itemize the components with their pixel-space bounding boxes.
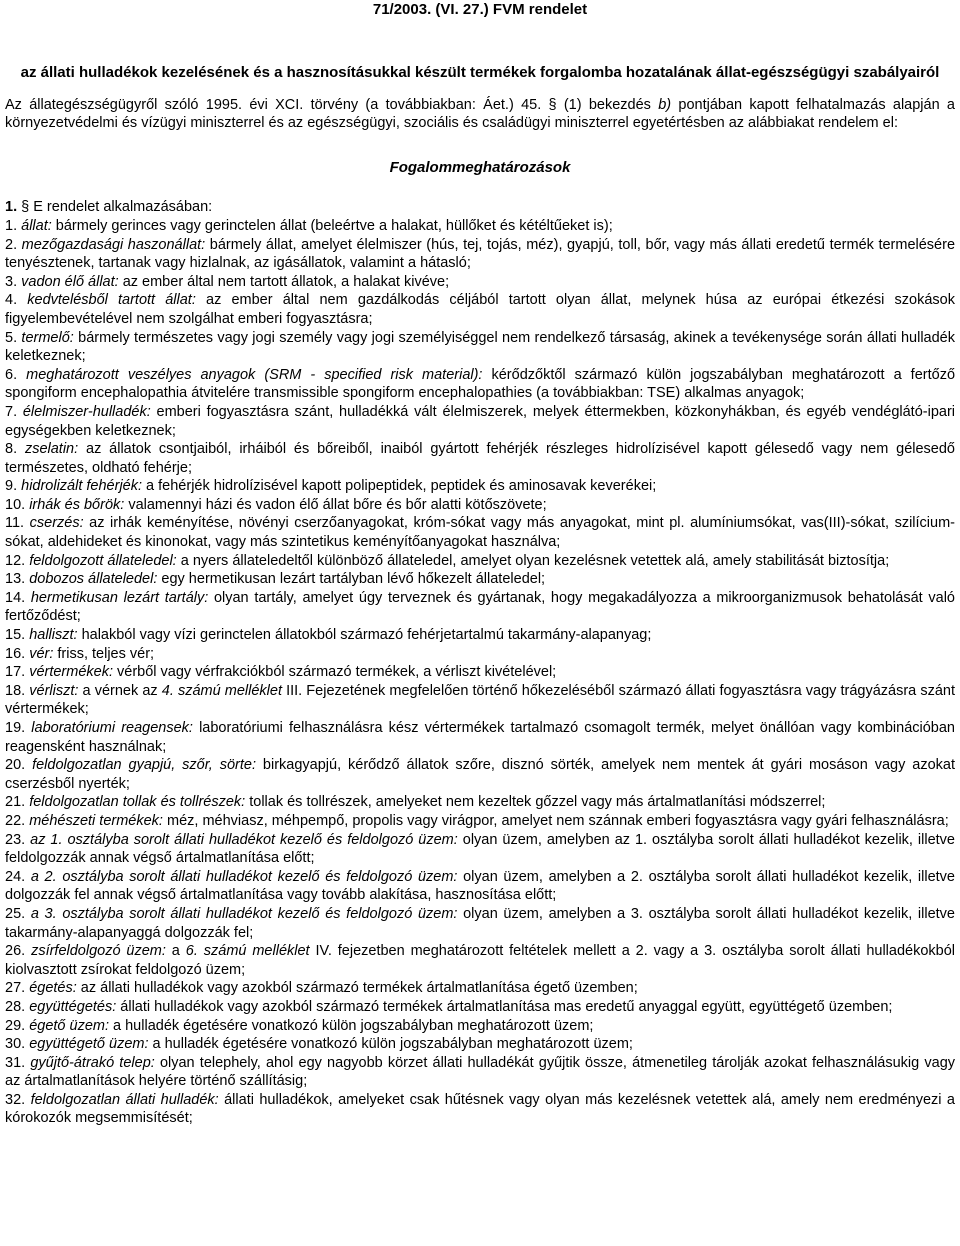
definition-number: 9. <box>5 478 22 495</box>
definition-term: élelmiszer-hulladék: <box>22 403 151 420</box>
definition-term: laboratóriumi reagensek: <box>31 720 193 736</box>
paragraph-intro: E rendelet alkalmazásában: <box>29 199 213 216</box>
definition-number: 14. <box>5 589 31 606</box>
preamble <box>5 96 955 133</box>
definition-number: 22. <box>5 812 30 829</box>
definition-text: bármely gerinces vagy gerinctelen állat (beleértve a halakat, hüllőket és kétéltűeket is); <box>51 217 613 234</box>
definition-text: az ember által nem tartott állatok, a halakat kivéve; <box>118 273 450 290</box>
definition-item <box>5 793 955 812</box>
definition-term: égetés: <box>29 980 77 997</box>
definition-number: 8. <box>5 441 25 458</box>
definition-term: zselatin: <box>24 441 79 458</box>
definition-text: a fehérjék hidrolízisével kapott polipeptidek, peptidek és aminosavak keverékei; <box>142 478 657 495</box>
definition-text: a vérnek az <box>78 682 162 699</box>
definition-annex-ref: 4. számú melléklet <box>161 682 282 699</box>
definition-term: vadon élő állat: <box>21 273 119 290</box>
preamble-text-b: (1) bekezdés <box>556 96 659 113</box>
definition-item <box>5 496 955 515</box>
definition-number: 4. <box>5 292 28 309</box>
definition-item <box>5 682 955 719</box>
definition-text: a nyers állateledeltől különböző állateledel, amelyet olyan kezelésnek vetettek alá, amely stabilitását biztosítja; <box>176 552 890 569</box>
definition-item <box>5 812 955 831</box>
definition-number: 5. <box>5 329 22 346</box>
definition-number: 13. <box>5 571 30 588</box>
definition-item <box>5 589 955 626</box>
definition-text: állati hulladékok vagy azokból származó termékek ártalmatlanítása mas eredetű anyaggal együtt, együttégető üzemben; <box>116 998 893 1015</box>
definition-term: gyűjtő-átrakó telep: <box>30 1054 155 1071</box>
document-page <box>0 1 960 1246</box>
definition-text: a hulladék égetésére vonatkozó külön jogszabályban meghatározott üzem; <box>109 1017 594 1034</box>
definition-item <box>5 514 955 551</box>
definition-item <box>5 552 955 571</box>
definition-text: laboratóriumi felhasználásra kész vértermékek tartalmazó csomagolt termék, melyet önállóan vagy kombinációban reagensként használnak; <box>5 720 955 755</box>
definition-text: friss, teljes vér; <box>53 645 155 662</box>
definition-number: 18. <box>5 682 30 699</box>
definition-text: a <box>165 943 186 960</box>
definition-text: tollak és tollrészek, amelyeket nem kezeltek gőzzel vagy más ártalmatlanítási módszerrel; <box>245 794 826 811</box>
preamble-point-ref: b) <box>658 96 672 113</box>
definition-term: dobozos állateledel: <box>29 571 158 588</box>
definition-number: 15. <box>5 627 30 644</box>
definition-term: meghatározott veszélyes anyagok (SRM - specified risk material): <box>26 366 483 383</box>
definition-term: vér: <box>29 645 54 662</box>
definition-term: a 2. osztályba sorolt állati hulladékot kezelő és feldolgozó üzem: <box>30 868 458 885</box>
definition-number: 11. <box>5 515 30 532</box>
definition-text: bármely természetes vagy jogi személy vagy jogi személyiséggel nem rendelkező társaság, akinek a tevékenysége során állati hulladék keletkeznek; <box>5 329 955 365</box>
definition-number: 27. <box>5 980 30 997</box>
definition-number: 20. <box>5 757 33 774</box>
definition-term: feldolgozott állateledel: <box>29 552 177 569</box>
definition-text: birkagyapjú, kérődző állatok szőre, disznó sörték, amelyek nem mentek át gyári mosáson vagy azokat cserzésből nyerték; <box>5 757 955 792</box>
definition-text: halakból vagy vízi gerinctelen állatokból származó fehérjetartalmú takarmány-alapanyag; <box>77 627 652 644</box>
definition-number: 16. <box>5 645 30 662</box>
definition-text: méz, méhviasz, méhpempő, propolis vagy virágpor, amelyet nem szánnak emberi fogyasztásra vagy gyári felhasználásra; <box>162 812 949 829</box>
definition-number: 25. <box>5 905 31 922</box>
definition-text: az állati hulladékok vagy azokból származó termékek ártalmatlanítása égető üzemben; <box>76 980 638 997</box>
definition-item <box>5 477 955 496</box>
definition-number: 19. <box>5 720 32 736</box>
definition-text: olyan üzem, amelyben az 1. osztályba sorolt állati hulladékot kezelik, illetve feldolgozzák annak végső ártalmatlanítása előtt; <box>5 831 955 867</box>
definition-text: emberi fogyasztásra szánt, hulladékká vált élelmiszerek, melyek éttermekben, közkonyhákban, és egyéb vendéglátó-ipari egységekben keletkeznek; <box>5 403 955 439</box>
definition-number: 31. <box>5 1054 31 1071</box>
definition-item <box>5 403 955 440</box>
definition-item <box>5 905 955 942</box>
definition-item <box>5 1017 955 1036</box>
definition-number: 3. <box>5 273 22 290</box>
definition-text: az ember által nem gazdálkodás céljából tartott olyan állat, melynek húsa az európai étkezési szokások figyelembevételével nem szolgálhat emberi fogyasztásra; <box>5 292 955 327</box>
paragraph-number: 1. <box>5 199 22 216</box>
definition-item <box>5 942 955 979</box>
definition-term: feldolgozatlan tollak és tollrészek: <box>29 794 246 811</box>
definition-text: valamennyi házi és vadon élő állat bőre és bőr alatti kötőszövete; <box>124 496 547 513</box>
definition-term: hermetikusan lezárt tartály: <box>30 589 209 606</box>
section-symbol: § <box>21 199 30 216</box>
document-title: az állati hulladékok kezelésének és a hasznosításukkal készült termékek forgalomba hozatalának állat-egészségügyi szabályairól <box>20 63 940 81</box>
definition-term: cserzés: <box>29 515 84 532</box>
definition-text-cont: IV. fejezetben meghatározott feltételek mellett a 2. vagy a 3. osztályba sorolt állati hulladékokból kiolvasztott zsírokat feldolgozó üzem; <box>5 943 955 978</box>
definition-term: hidrolizált fehérjék: <box>21 478 143 495</box>
definition-item <box>5 1035 955 1054</box>
definition-text: vérből vagy vérfrakciókból származó termékek, a vérliszt kivételével; <box>113 664 557 681</box>
definition-number: 24. <box>5 868 31 885</box>
definition-item <box>5 979 955 998</box>
definition-term: együttégető üzem: <box>29 1036 149 1053</box>
definition-term: méhészeti termékek: <box>29 812 163 829</box>
definition-text: olyan tartály, amelyet úgy terveznek és gyártanak, hogy megakadályozza a mikroorganizmusok behatolását való fertőződést; <box>5 589 955 625</box>
document-id: 71/2003. (VI. 27.) FVM rendelet <box>372 1 588 18</box>
definition-text: egy hermetikusan lezárt tartályban lévő hőkezelt állateledel; <box>157 571 546 588</box>
definition-number: 10. <box>5 496 30 513</box>
definition-item <box>5 1091 955 1128</box>
definition-term: feldolgozatlan állati hulladék: <box>30 1091 219 1108</box>
definition-item <box>5 645 955 664</box>
definition-term: állat: <box>21 217 52 234</box>
definition-annex-ref: 6. számú melléklet <box>185 943 310 960</box>
definition-number: 29. <box>5 1017 30 1034</box>
definition-text: olyan üzem, amelyben a 2. osztályba sorolt állati hulladékot kezelik, illetve dolgozzák fel annak végső ártalmatlanítása vagy tovább alakítása, hasznosítása előtt; <box>5 868 955 904</box>
definition-text: állati hulladékok, amelyeket csak hűtésnek vagy olyan más kezelésnek vetettek alá, amely nem eredményezi a kórokozók megsemmisítését; <box>5 1091 955 1127</box>
definition-text-cont: III. Fejezetének megfelelően történő hőkezeléséből származó állati fogyasztásra vagy trágyázásra szánt vértermékek; <box>5 682 956 718</box>
definitions-list <box>5 217 955 1128</box>
definition-number: 6. <box>5 366 27 383</box>
definition-number: 1. <box>5 217 22 234</box>
definition-item <box>5 998 955 1017</box>
definition-item <box>5 626 955 645</box>
definition-term: együttégetés: <box>29 998 117 1015</box>
definition-number: 32. <box>5 1091 31 1108</box>
definition-text: olyan üzem, amelyben a 3. osztályba sorolt állati hulladékot kezelik, illetve takarmány-alapanyaggá dolgozzák fel; <box>5 905 955 941</box>
definition-term: termelő: <box>21 329 74 346</box>
definition-term: feldolgozatlan gyapjú, szőr, sörte: <box>32 757 256 774</box>
definition-item <box>5 1054 955 1091</box>
definition-item <box>5 831 955 868</box>
definition-number: 2. <box>5 236 22 253</box>
definition-item <box>5 868 955 905</box>
definition-text: bármely állat, amelyet élelmiszer (hús, tej, tojás, méz), gyapjú, toll, bőr, vagy más állati eredetű termék termelésére tenyésztenek, tartanak vagy hizlalnak, az igásállatok, valamint a hátasló; <box>5 236 956 272</box>
definition-number: 26. <box>5 943 32 960</box>
definition-item <box>5 756 955 793</box>
definition-term: vértermékek: <box>29 664 113 681</box>
preamble-text-a: Az állategészségügyről szóló 1995. évi XCI. törvény (a továbbiakban: Áet.) 45. <box>5 96 549 113</box>
definition-term: vérliszt: <box>29 682 79 699</box>
definition-term: a 3. osztályba sorolt állati hulladékot kezelő és feldolgozó üzem: <box>30 905 458 922</box>
definition-text: az irhák keményítése, növényi cserzőanyagokat, króm-sókat vagy más anyagokat, mint pl. alumíniumsókat, vas(III)-sókat, szilícium-sókat, aldehideket és kinonokat, vagy más szintetikus keményítőanyagokat használva; <box>5 515 955 551</box>
definition-term: kedvtelésből tartott állat: <box>27 292 196 309</box>
definition-item <box>5 570 955 589</box>
definition-item <box>5 273 955 292</box>
definition-term: halliszt: <box>29 627 78 644</box>
definition-item <box>5 236 955 273</box>
definition-number: 17. <box>5 664 30 681</box>
section-heading: Fogalommeghatározások <box>389 158 571 176</box>
definition-term: égető üzem: <box>29 1017 109 1034</box>
definition-term: az 1. osztályba sorolt állati hulladékot kezelő és feldolgozó üzem: <box>30 831 458 848</box>
definition-number: 7. <box>5 403 23 420</box>
definition-term: mezőgazdasági haszonállat: <box>21 236 206 253</box>
definition-term: irhák és bőrök: <box>29 496 125 513</box>
definition-text: a hulladék égetésére vonatkozó külön jogszabályban meghatározott üzem; <box>148 1036 633 1053</box>
definition-item <box>5 663 955 682</box>
definition-item <box>5 719 955 756</box>
definition-number: 12. <box>5 552 30 569</box>
definition-number: 28. <box>5 998 30 1015</box>
definition-item <box>5 217 955 236</box>
definition-item <box>5 291 955 328</box>
preamble-text-d: pontjában kapott felhatalmazás alapján a környezetvédelmi és vízügyi miniszterrel és az egészségügyi, szociális és családügyi miniszterrel egyetértésben az alábbiakat rendelem el: <box>5 96 955 132</box>
definition-text: az állatok csontjaiból, irháiból és bőreiből, inaiból gyártott fehérjék részleges hidrolízisével kapott gélesedő vagy nem gélesedő természetes, oldható fehérje; <box>5 441 955 476</box>
definition-text: kérődzőktől származó külön jogszabályban meghatározott a fertőző spongiform encephalopathia átvitelére transmissible spongiform encephalopathies (a továbbiakban: TSE) alkalmas anyagok; <box>5 366 956 402</box>
definition-number: 30. <box>5 1036 30 1053</box>
definition-item <box>5 329 955 366</box>
paragraph-heading <box>5 198 955 217</box>
definition-item <box>5 366 955 403</box>
definition-number: 21. <box>5 794 30 811</box>
definition-text: olyan telephely, ahol egy nagyobb körzet állati hulladékát gyűjtik össze, átmenetileg tárolják azokat felhasználásukig vagy az ártalmatlanítások helyére történő szállításig; <box>5 1054 956 1090</box>
definition-number: 23. <box>5 831 31 848</box>
definition-term: zsírfeldolgozó üzem: <box>31 943 166 960</box>
definition-item <box>5 440 955 477</box>
section-symbol: § <box>548 96 557 113</box>
